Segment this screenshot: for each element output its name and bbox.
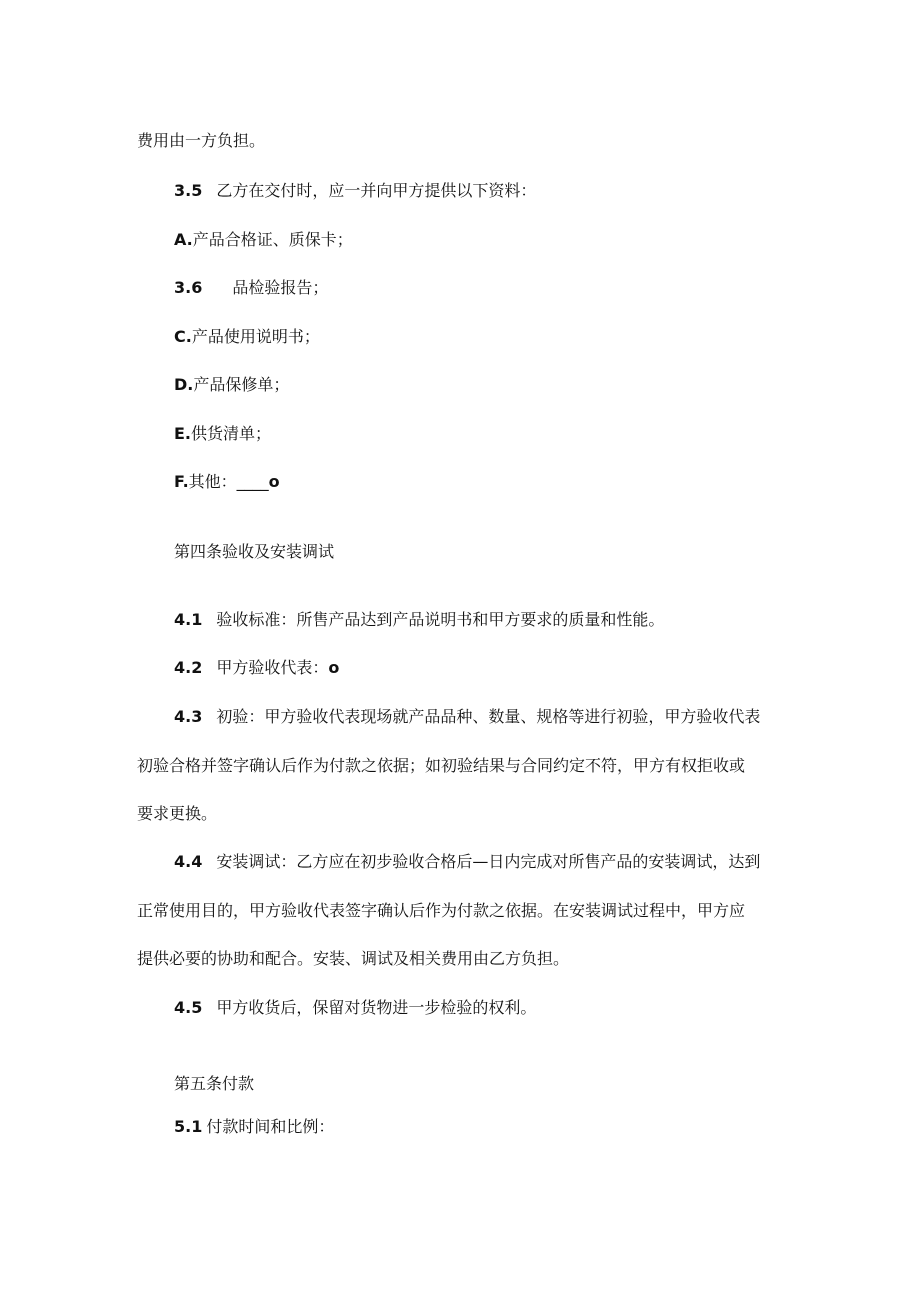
clause-4-2 (174, 657, 339, 679)
item-end: o (268, 472, 280, 491)
text-line: 要求更换。 (137, 804, 218, 823)
text-line: 正常使用目的，甲方验收代表签字确认后作为付款之依据。在安装调试过程中，甲方应 (137, 901, 746, 920)
clause-5-1 (174, 1116, 334, 1138)
article-5-heading: 第五条付款 (174, 1074, 255, 1093)
clause-4-4 (174, 851, 760, 873)
item-letter: D. (174, 375, 194, 394)
clause-text: 付款时间和比例： (206, 1117, 335, 1136)
clause-number: 4.1 (174, 610, 203, 629)
item-text: 产品保修单； (193, 375, 290, 394)
clause-number: 4.3 (174, 707, 203, 726)
clause-text: 乙方在交付时，应一并向甲方提供以下资料： (216, 181, 537, 200)
item-letter: F. (174, 472, 189, 491)
clause-text: 甲方收货后，保留对货物进一步检验的权利。 (216, 998, 537, 1017)
clause-3-5 (174, 180, 536, 202)
clause-text: 品检验报告； (232, 278, 329, 297)
item-text: 供货清单； (191, 424, 272, 443)
item-text: 其他：____ (188, 472, 269, 491)
clause-text: 甲方验收代表： (216, 658, 329, 677)
item-f (174, 471, 280, 493)
item-text: 产品合格证、质保卡； (192, 230, 353, 249)
item-text: 产品使用说明书； (191, 327, 320, 346)
article-4-heading: 第四条验收及安装调试 (174, 542, 335, 561)
item-letter: E. (174, 424, 192, 443)
clause-number: 5.1 (174, 1117, 203, 1136)
clause-number: 4.5 (174, 998, 203, 1017)
text-line: 提供必要的协助和配合。安装、调试及相关费用由乙方负担。 (137, 949, 570, 968)
clause-text: 验收标准：所售产品达到产品说明书和甲方要求的质量和性能。 (216, 610, 665, 629)
item-e (174, 423, 271, 445)
item-letter: C. (174, 327, 192, 346)
clause-number: 4.4 (174, 852, 203, 871)
text-line: 初验合格并签字确认后作为付款之依据；如初验结果与合同约定不符，甲方有权拒收或 (137, 756, 746, 775)
text-line: 费用由一方负担。 (137, 131, 266, 150)
item-c (174, 326, 320, 348)
clause-number: 3.6 (174, 278, 203, 297)
clause-text: 初验：甲方验收代表现场就产品品种、数量、规格等进行初验，甲方验收代表 (216, 707, 761, 726)
clause-4-5 (174, 997, 536, 1019)
item-letter: A. (174, 230, 193, 249)
clause-end: o (328, 658, 340, 677)
clause-text: 安装调试：乙方应在初步验收合格后—日内完成对所售产品的安装调试，达到 (216, 852, 761, 871)
clause-4-1 (174, 609, 664, 631)
clause-4-3 (174, 706, 760, 728)
item-d (174, 374, 289, 396)
clause-number: 3.5 (174, 181, 203, 200)
clause-number: 4.2 (174, 658, 203, 677)
clause-3-6 (174, 277, 328, 299)
item-a (174, 229, 353, 251)
